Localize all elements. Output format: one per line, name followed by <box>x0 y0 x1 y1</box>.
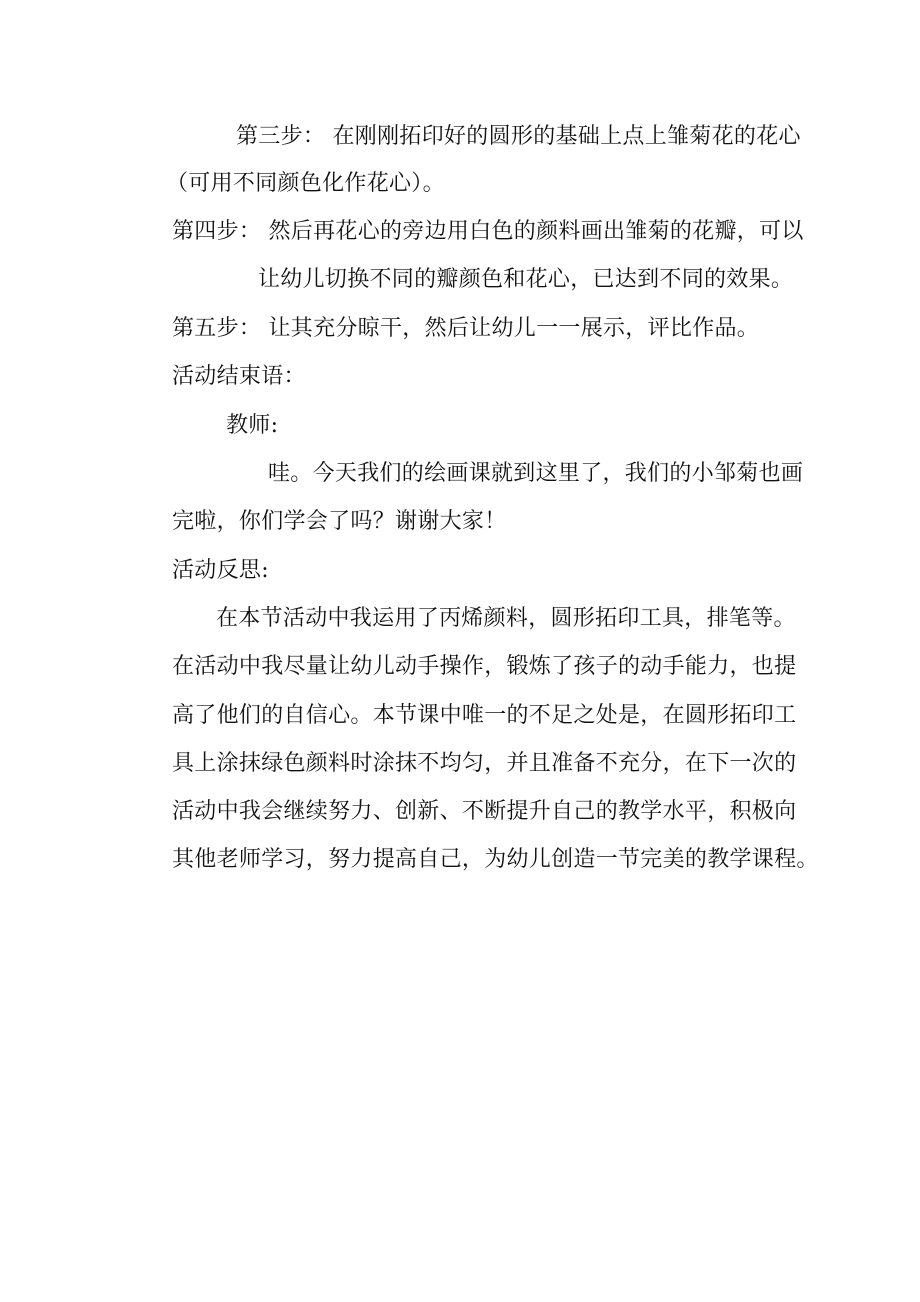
reflection-line-5: 活动中我会继续努力、创新、不断提升自己的教学水平，积极向 <box>172 799 797 824</box>
step-three-line-1: 第三步： 在刚刚拓印好的圆形的基础上点上雏菊花的花心 <box>236 124 801 149</box>
step-five-line: 第五步： 让其充分晾干，然后让幼儿一一展示，评比作品。 <box>172 316 760 341</box>
reflection-line-6: 其他老师学习，努力提高自己，为幼儿创造一节完美的教学课程。 <box>172 847 819 872</box>
reflection-line-2: 在活动中我尽量让幼儿动手操作，锻炼了孩子的动手能力，也提 <box>172 654 797 679</box>
teacher-speech-line-1: 哇。今天我们的绘画课就到这里了，我们的小邹菊也画 <box>268 461 804 486</box>
reflection-heading: 活动反思: <box>172 558 269 583</box>
reflection-line-1: 在本节活动中我运用了丙烯颜料，圆形拓印工具，排笔等。 <box>216 606 796 631</box>
step-four-line-1: 第四步： 然后再花心的旁边用白色的颜料画出雏菊的花瓣，可以 <box>172 219 804 244</box>
teacher-speech-line-2: 完啦，你们学会了吗？谢谢大家！ <box>172 509 507 534</box>
closing-heading: 活动结束语： <box>172 364 306 389</box>
teacher-label: 教师: <box>226 413 279 438</box>
reflection-line-3: 高了他们的自信心。本节课中唯一的不足之处是，在圆形拓印工 <box>172 703 797 728</box>
reflection-line-4: 具上涂抹绿色颜料时涂抹不均匀，并且准备不充分，在下一次的 <box>172 751 797 776</box>
step-three-line-2: （可用不同颜色化作花心）。 <box>166 171 445 196</box>
step-four-line-2: 让幼儿切换不同的瓣颜色和花心，已达到不同的效果。 <box>258 267 794 292</box>
